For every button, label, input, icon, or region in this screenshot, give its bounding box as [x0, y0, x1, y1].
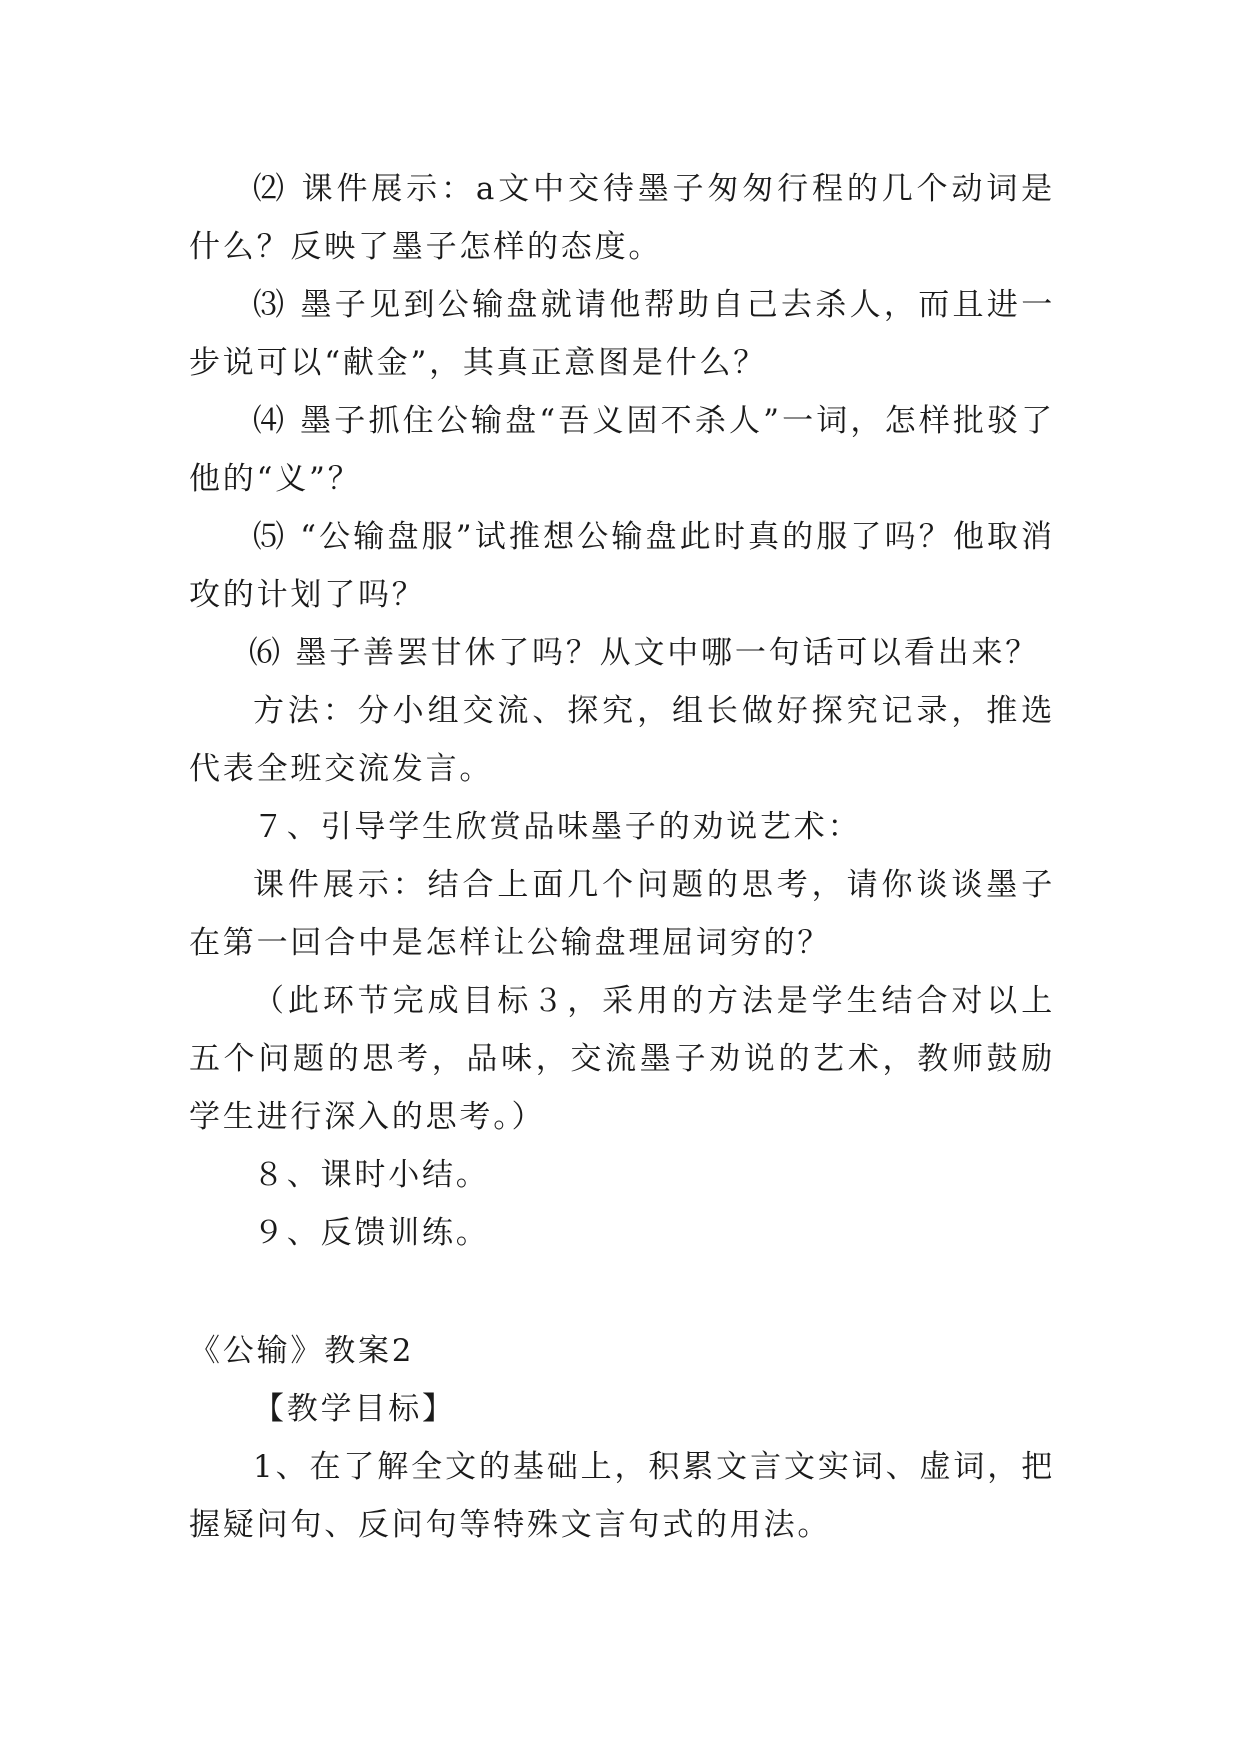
- paragraph-step-9: ９、反馈训练。: [253, 1215, 490, 1251]
- section-gap: [189, 1262, 1055, 1322]
- paragraph-question-2: ⑵ 课件展示：a文中交待墨子匆匆行程的几个动词是什么？反映了墨子怎样的态度。: [189, 171, 1055, 265]
- paragraph-question-5: ⑸ “公输盘服”试推想公输盘此时真的服了吗？他取消攻的计划了吗？: [189, 519, 1055, 613]
- section-title: 《公输》教案2: [189, 1333, 415, 1369]
- paragraph-goal-note: （此环节完成目标３，采用的方法是学生结合对以上五个问题的思考，品味，交流墨子劝说的艺术，教师鼓励学生进行深入的思考。）: [189, 983, 1055, 1135]
- paragraph-courseware: 课件展示：结合上面几个问题的思考，请你谈谈墨子在第一回合中是怎样让公输盘理屈词穷的？: [189, 867, 1055, 961]
- paragraph-question-3: ⑶ 墨子见到公输盘就请他帮助自己去杀人，而且进一步说可以“献金”，其真正意图是什么？: [189, 287, 1055, 381]
- paragraph-goal-1: 1、在了解全文的基础上，积累文言文实词、虚词，把握疑问句、反问句等特殊文言句式的用法。: [189, 1449, 1055, 1543]
- heading-teaching-goals: 【教学目标】: [253, 1391, 456, 1427]
- paragraph-step-8: ８、课时小结。: [253, 1157, 490, 1193]
- paragraph-question-4: ⑷ 墨子抓住公输盘“吾义固不杀人”一词，怎样批驳了他的“义”？: [189, 403, 1055, 497]
- document-page: [189, 160, 1055, 1554]
- paragraph-method: 方法：分小组交流、探究，组长做好探究记录，推选代表全班交流发言。: [189, 693, 1055, 787]
- paragraph-step-7: ７、引导学生欣赏品味墨子的劝说艺术：: [253, 809, 862, 845]
- paragraph-question-6: ⑹ 墨子善罢甘休了吗？从文中哪一句话可以看出来？: [249, 635, 1040, 671]
